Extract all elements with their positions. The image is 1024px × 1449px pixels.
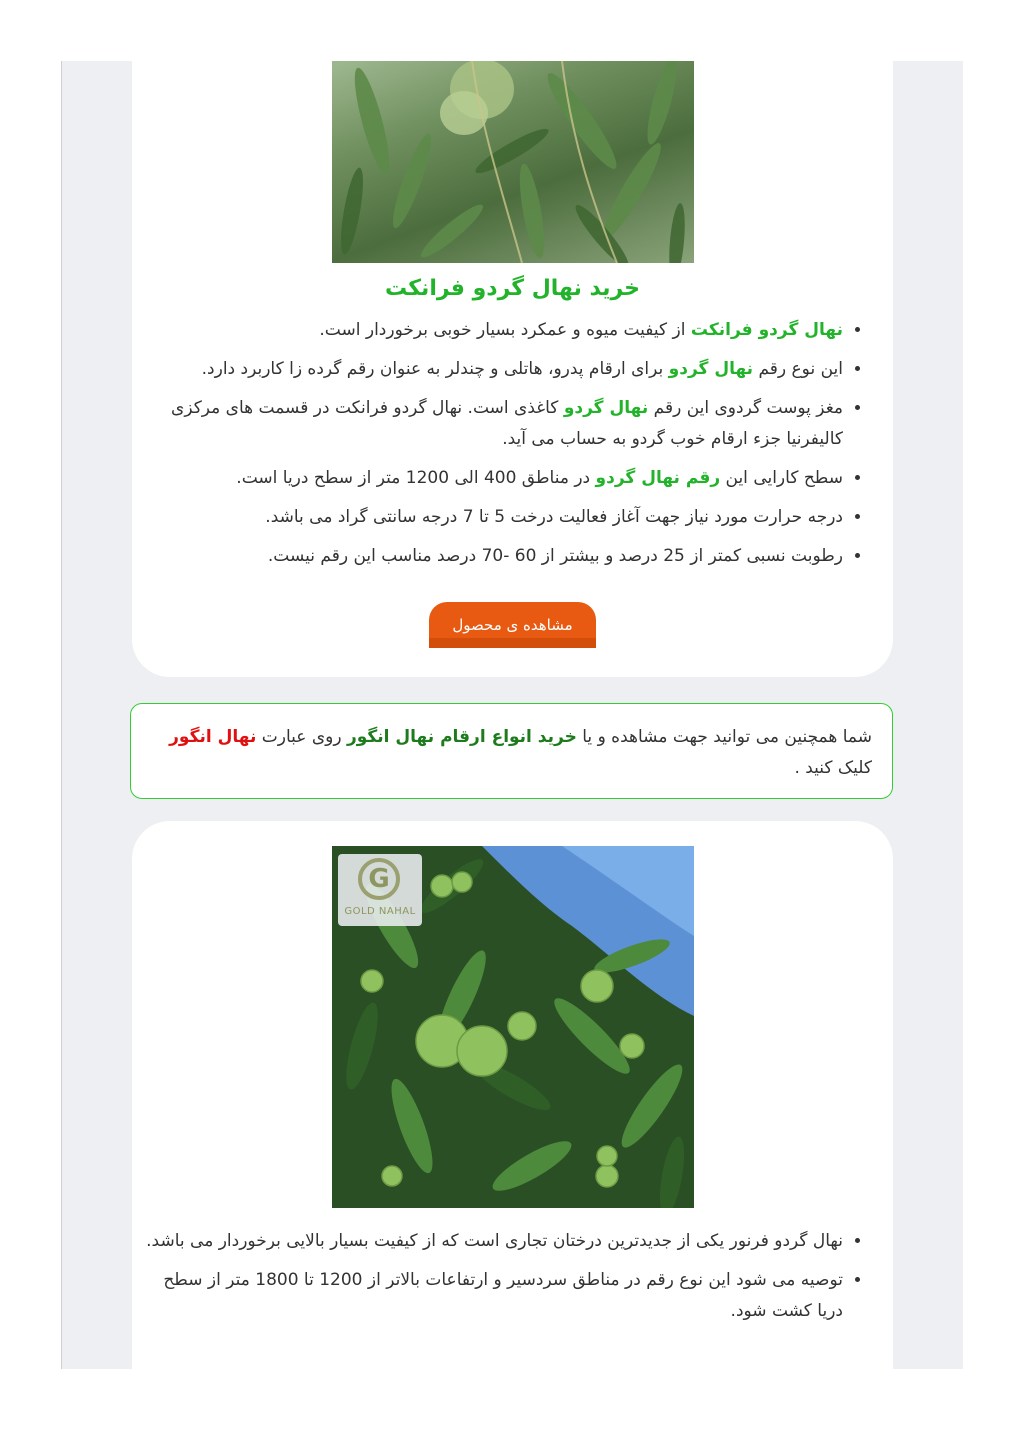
text-fragment: این نوع رقم	[753, 359, 843, 379]
grape-seedling-link[interactable]: نهال انگور	[169, 727, 257, 747]
view-product-button[interactable]: مشاهده ی محصول	[429, 602, 596, 648]
highlighted-term: نهال گردو فرانکت	[690, 320, 843, 340]
text-fragment: مغز پوست گردوی این رقم	[648, 398, 843, 418]
grape-seedling-notice	[130, 703, 893, 799]
list-item	[143, 541, 843, 572]
highlighted-term: نهال گردو	[668, 359, 754, 379]
text-fragment: در مناطق 400 الی 1200 متر از سطح دریا است.	[236, 468, 596, 488]
walnut-leaves-illustration	[332, 61, 694, 263]
highlighted-term: نهال گردو	[563, 398, 649, 418]
text-fragment: روی عبارت	[256, 727, 347, 747]
highlighted-term: رقم نهال گردو	[595, 468, 721, 488]
text-fragment: نهال گردو فرنور یکی از جدیدترین درختان تجاری است که از کیفیت بسیار بالایی برخوردار می باشد.	[146, 1231, 843, 1251]
list-item	[143, 354, 843, 385]
walnut-leaves-photo	[332, 61, 694, 263]
list-item	[143, 1226, 843, 1257]
gold-nahal-logo	[338, 854, 422, 926]
text-fragment: درجه حرارت مورد نیاز جهت آغاز فعالیت درخت 5 تا 7 درجه سانتی گراد می باشد.	[265, 507, 843, 527]
text-fragment: کاغذی است. نهال گردو فرانکت در قسمت های مرکزی کالیفرنیا جزء ارقام خوب گردو به حساب می آید.	[171, 398, 843, 449]
product-card-fernor	[132, 821, 893, 1369]
grape-varieties-link[interactable]: خرید انواع ارقام نهال انگور	[346, 727, 577, 747]
card-title: خرید نهال گردو فرانکت	[384, 276, 641, 301]
list-item	[143, 502, 843, 533]
text-fragment: توصیه می شود این نوع رقم در مناطق سردسیر و ارتفاعات بالاتر از 1200 تا 1800 متر از سطح دریا کشت شود.	[163, 1270, 843, 1321]
product-card-franquette	[132, 61, 893, 677]
text-fragment: کلیک کنید .	[794, 758, 872, 778]
text-fragment: شما همچنین می توانید جهت مشاهده و یا	[576, 727, 872, 747]
features-list	[143, 315, 865, 580]
walnut-tree-photo	[332, 846, 694, 1208]
list-item	[143, 393, 843, 455]
list-item	[143, 1265, 843, 1327]
list-item	[143, 463, 843, 494]
text-fragment: برای ارقام پدرو، هاتلی و چندلر به عنوان رقم گرده زا کاربرد دارد.	[201, 359, 669, 379]
text-fragment: از کیفیت میوه و عمکرد بسیار خوبی برخوردار است.	[319, 320, 691, 340]
text-fragment: سطح کارایی این	[720, 468, 843, 488]
list-item	[143, 315, 843, 346]
logo-letter: G	[358, 858, 400, 900]
features-list	[143, 1226, 865, 1335]
text-fragment: رطوبت نسبی کمتر از 25 درصد و بیشتر از 60 -70 درصد مناسب این رقم نیست.	[267, 546, 843, 566]
logo-text: GOLD NAHAL	[344, 906, 416, 917]
content-column	[61, 61, 963, 1369]
